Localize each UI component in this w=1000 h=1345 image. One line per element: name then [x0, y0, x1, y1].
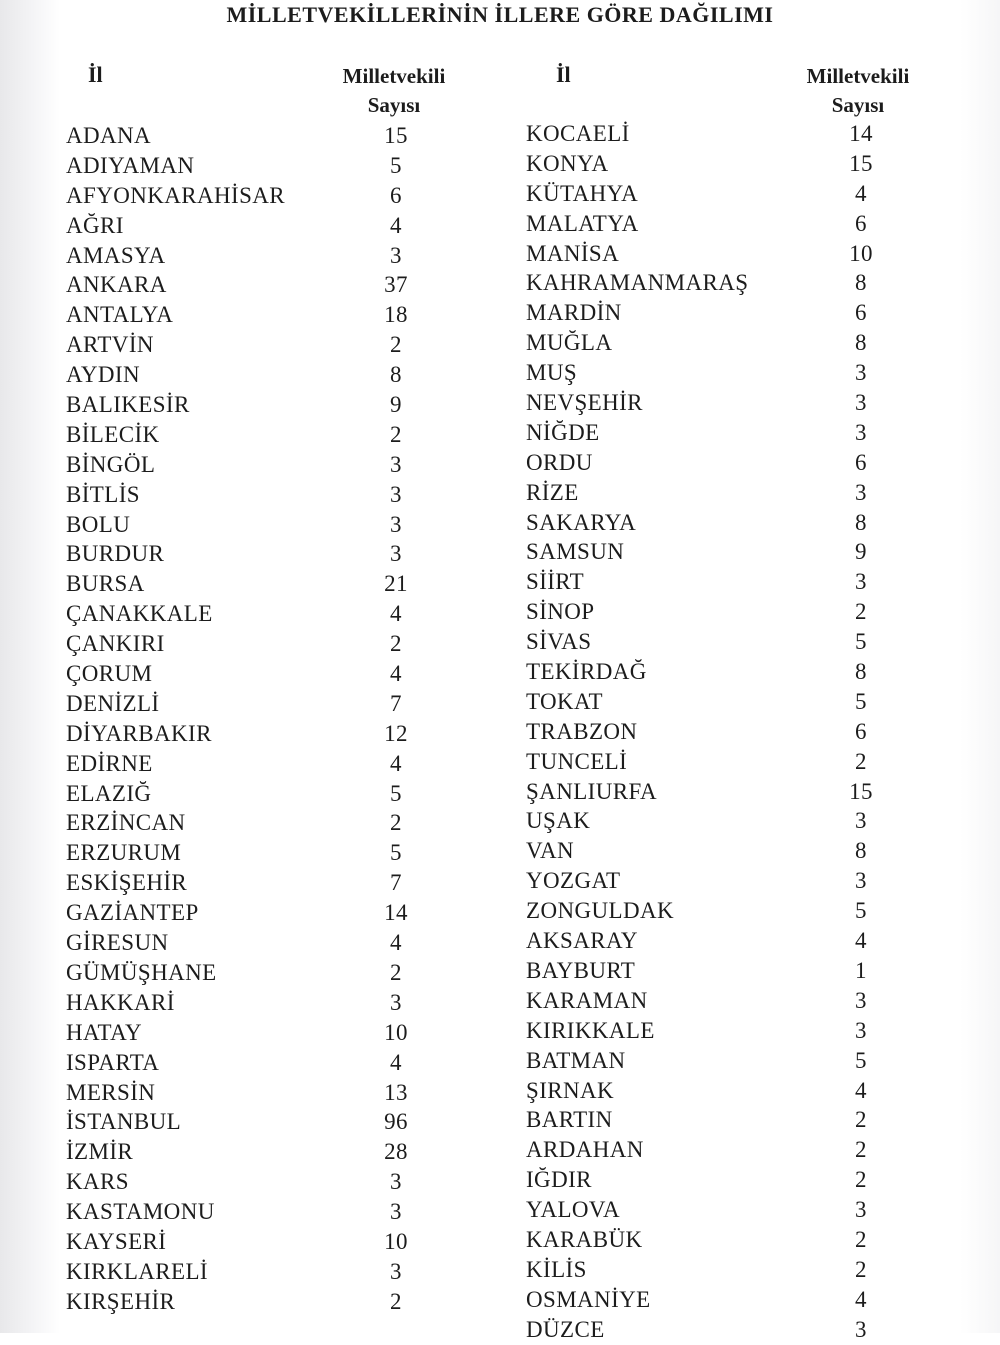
page-title: MİLLETVEKİLLERİNİN İLLERE GÖRE DAĞILIMI [226, 2, 774, 27]
province-name: IĞDIR [526, 1167, 592, 1193]
province-name: KARABÜK [526, 1226, 643, 1252]
table-row [66, 779, 466, 809]
province-name: ZONGULDAK [526, 898, 674, 924]
province-name: ESKİŞEHİR [66, 870, 188, 896]
table-row [66, 480, 466, 510]
table-row [66, 1018, 466, 1048]
province-name: KIRŞEHİR [66, 1288, 176, 1314]
table-row [66, 599, 466, 629]
deputy-count: 3 [390, 541, 402, 567]
province-name: DÜZCE [526, 1316, 605, 1342]
table-row [526, 119, 926, 149]
table-row [526, 358, 926, 388]
table-row [526, 448, 926, 478]
table-row [66, 808, 466, 838]
table-row [66, 719, 466, 749]
table-row [526, 627, 926, 657]
deputy-count: 5 [390, 152, 402, 178]
table-row [66, 510, 466, 540]
province-name: TUNCELİ [526, 748, 628, 774]
table-row [66, 1257, 466, 1287]
province-name: KÜTAHYA [526, 180, 639, 206]
deputy-count: 6 [855, 449, 867, 475]
province-name: KASTAMONU [66, 1199, 215, 1225]
province-name: ADANA [66, 123, 152, 148]
deputy-count: 8 [855, 330, 867, 356]
deputy-count: 3 [390, 1169, 402, 1195]
province-name: AYDIN [66, 362, 140, 388]
deputy-count: 8 [855, 659, 867, 685]
deputy-count: 28 [384, 1139, 408, 1165]
deputy-count: 4 [390, 750, 402, 776]
table-row [66, 659, 466, 689]
province-name: SİNOP [526, 599, 595, 625]
deputy-count: 2 [855, 1107, 867, 1133]
deputy-count: 3 [855, 419, 867, 445]
deputy-count: 3 [855, 1316, 867, 1342]
province-name: SAMSUN [526, 539, 625, 565]
province-name: SİVAS [526, 629, 592, 655]
deputy-count: 15 [384, 123, 408, 148]
province-name: HATAY [66, 1019, 142, 1045]
province-name: ERZURUM [66, 840, 182, 866]
deputy-count: 3 [855, 808, 867, 834]
table-row [66, 1048, 466, 1078]
province-name: BİNGÖL [66, 451, 156, 477]
table-row [526, 777, 926, 807]
table-row [526, 956, 926, 986]
province-name: MUĞLA [526, 330, 613, 356]
province-name: GİRESUN [66, 930, 169, 956]
deputy-count: 8 [855, 270, 867, 296]
deputy-count: 2 [855, 1137, 867, 1163]
province-name: BURSA [66, 571, 145, 597]
province-name: AMASYA [66, 242, 166, 268]
deputy-count: 2 [855, 1167, 867, 1193]
deputy-count: 7 [390, 870, 402, 896]
province-name: BAYBURT [526, 957, 636, 983]
deputy-count: 5 [855, 629, 867, 655]
table-row [526, 1255, 926, 1285]
province-name: YALOVA [526, 1197, 620, 1223]
table-row [526, 478, 926, 508]
header-deputy-count [319, 62, 469, 120]
header-deputy-count-line1: Milletvekili [806, 64, 910, 88]
province-name: ERZİNCAN [66, 810, 186, 836]
deputy-count: 4 [390, 661, 402, 687]
table-row [526, 239, 926, 269]
province-name: NİĞDE [526, 419, 600, 445]
deputy-count: 4 [390, 601, 402, 627]
province-name: ISPARTA [66, 1049, 160, 1075]
table-row [526, 597, 926, 627]
province-name: SİİRT [526, 569, 585, 595]
table-row [526, 747, 926, 777]
table-row [66, 928, 466, 958]
province-name: BOLU [66, 511, 131, 537]
province-name: OSMANİYE [526, 1286, 651, 1312]
header-deputy-count-line2: Sayısı [831, 93, 885, 117]
table-row [66, 241, 466, 271]
table-row [526, 1195, 926, 1225]
deputy-count: 1 [855, 957, 867, 983]
table-row [526, 537, 926, 567]
deputy-count: 9 [855, 539, 867, 565]
province-name: ARTVİN [66, 332, 154, 358]
table-row [66, 1227, 466, 1257]
deputy-count: 10 [849, 240, 873, 266]
deputy-count: 3 [390, 511, 402, 537]
table-row [526, 508, 926, 538]
table-row [526, 866, 926, 896]
table-row [526, 1315, 926, 1345]
deputy-count: 2 [855, 748, 867, 774]
deputy-count: 6 [855, 210, 867, 236]
deputy-count: 9 [390, 392, 402, 418]
table-row [526, 298, 926, 328]
province-name: MARDİN [526, 300, 622, 326]
province-name: ÇORUM [66, 661, 153, 687]
table-row [66, 898, 466, 928]
header-province: İl [556, 62, 571, 87]
deputy-count: 3 [390, 989, 402, 1015]
province-name: AĞRI [66, 212, 124, 238]
province-name: AFYONKARAHİSAR [66, 182, 286, 208]
province-name: KİLİS [526, 1256, 587, 1282]
deputy-count: 4 [855, 1077, 867, 1103]
table-row [66, 749, 466, 779]
province-name: GÜMÜŞHANE [66, 959, 217, 985]
deputy-count: 3 [390, 451, 402, 477]
table-row [66, 838, 466, 868]
deputy-count: 5 [390, 840, 402, 866]
table-row [66, 868, 466, 898]
deputy-count: 4 [390, 212, 402, 238]
deputy-count: 18 [384, 302, 408, 328]
table-row [526, 567, 926, 597]
province-name: ADIYAMAN [66, 152, 195, 178]
table-row [66, 1107, 466, 1137]
deputy-count: 2 [855, 1226, 867, 1252]
deputy-count: 7 [390, 690, 402, 716]
table-row [526, 1016, 926, 1046]
province-name: YOZGAT [526, 868, 621, 894]
province-name: KAHRAMANMARAŞ [526, 270, 749, 296]
province-list-right [526, 119, 926, 1345]
province-name: ŞANLIURFA [526, 778, 657, 804]
province-name: ŞIRNAK [526, 1077, 615, 1103]
header-deputy-count [783, 62, 933, 120]
table-row [526, 1076, 926, 1106]
deputy-count: 3 [390, 1199, 402, 1225]
province-name: BARTIN [526, 1107, 613, 1133]
province-name: BATMAN [526, 1047, 626, 1073]
province-name: MUŞ [526, 360, 578, 386]
table-row [66, 629, 466, 659]
province-name: KARS [66, 1169, 129, 1195]
province-name: VAN [526, 838, 575, 864]
table-row [66, 1197, 466, 1227]
deputy-count: 15 [849, 778, 873, 804]
province-name: ORDU [526, 449, 593, 475]
deputy-count: 3 [855, 1197, 867, 1223]
table-row [66, 958, 466, 988]
province-name: BURDUR [66, 541, 165, 567]
deputy-count: 12 [384, 720, 408, 746]
province-name: KIRIKKALE [526, 1017, 655, 1043]
province-name: KARAMAN [526, 987, 648, 1013]
table-row [526, 687, 926, 717]
deputy-count: 8 [855, 838, 867, 864]
header-province: İl [88, 62, 103, 87]
province-name: RİZE [526, 479, 579, 505]
province-name: BİTLİS [66, 481, 140, 507]
province-name: AKSARAY [526, 928, 638, 954]
deputy-count: 3 [855, 390, 867, 416]
table-row [66, 330, 466, 360]
table-row [66, 1287, 466, 1317]
deputy-count: 6 [855, 300, 867, 326]
deputy-count: 2 [390, 959, 402, 985]
deputy-count: 2 [390, 332, 402, 358]
deputy-count: 3 [855, 479, 867, 505]
table-row [66, 390, 466, 420]
table-row [66, 360, 466, 390]
table-row [526, 328, 926, 358]
deputy-count: 4 [390, 930, 402, 956]
table-row [66, 988, 466, 1018]
table-row [66, 420, 466, 450]
province-name: TEKİRDAĞ [526, 659, 647, 685]
province-name: BİLECİK [66, 421, 160, 447]
table-row [66, 121, 466, 151]
table-row [526, 926, 926, 956]
deputy-count: 6 [390, 182, 402, 208]
province-list-left [66, 121, 466, 1317]
province-name: SAKARYA [526, 509, 637, 535]
table-row [66, 1078, 466, 1108]
deputy-count: 2 [390, 1288, 402, 1314]
deputy-count: 3 [855, 360, 867, 386]
province-name: İSTANBUL [66, 1109, 182, 1135]
deputy-count: 2 [855, 1256, 867, 1282]
table-row [526, 418, 926, 448]
table-row [526, 657, 926, 687]
province-name: ANKARA [66, 272, 167, 298]
province-name: KOCAELİ [526, 121, 630, 146]
province-name: ARDAHAN [526, 1137, 644, 1163]
table-row [526, 896, 926, 926]
province-name: MALATYA [526, 210, 639, 236]
deputy-count: 13 [384, 1079, 408, 1105]
deputy-count: 4 [855, 180, 867, 206]
province-name: NEVŞEHİR [526, 390, 643, 416]
table-row [66, 1167, 466, 1197]
province-name: KIRKLARELİ [66, 1258, 208, 1284]
table-row [526, 209, 926, 239]
deputy-count: 6 [855, 718, 867, 744]
table-row [66, 450, 466, 480]
deputy-count: 4 [390, 1049, 402, 1075]
table-row [526, 1135, 926, 1165]
deputy-count: 2 [390, 631, 402, 657]
deputy-count: 15 [849, 150, 873, 176]
deputy-count: 14 [384, 900, 408, 926]
deputy-count: 21 [384, 571, 408, 597]
deputy-count: 3 [390, 1258, 402, 1284]
deputy-count: 5 [855, 688, 867, 714]
deputy-count: 5 [390, 780, 402, 806]
deputy-count: 14 [849, 121, 873, 146]
table-row [526, 986, 926, 1016]
table-row [526, 1046, 926, 1076]
table-row [66, 569, 466, 599]
table-row [526, 179, 926, 209]
table-row [526, 1225, 926, 1255]
deputy-count: 2 [855, 599, 867, 625]
province-name: TOKAT [526, 688, 603, 714]
table-row [526, 717, 926, 747]
province-name: EDİRNE [66, 750, 153, 776]
province-name: DİYARBAKIR [66, 720, 212, 746]
table-row [66, 300, 466, 330]
deputy-count: 3 [855, 987, 867, 1013]
deputy-count: 4 [855, 928, 867, 954]
deputy-count: 3 [855, 1017, 867, 1043]
deputy-count: 3 [855, 868, 867, 894]
table-row [526, 836, 926, 866]
deputy-count: 5 [855, 1047, 867, 1073]
table-row [526, 268, 926, 298]
deputy-count: 4 [855, 1286, 867, 1312]
table-row [526, 1285, 926, 1315]
deputy-count: 3 [390, 242, 402, 268]
province-name: ÇANAKKALE [66, 601, 213, 627]
province-name: ELAZIĞ [66, 780, 152, 806]
province-name: MANİSA [526, 240, 620, 266]
province-name: TRABZON [526, 718, 638, 744]
deputy-count: 10 [384, 1019, 408, 1045]
table-row [66, 211, 466, 241]
province-name: İZMİR [66, 1139, 134, 1165]
province-name: KAYSERİ [66, 1228, 167, 1254]
province-name: GAZİANTEP [66, 900, 199, 926]
table-row [526, 1165, 926, 1195]
table-row [66, 181, 466, 211]
deputy-count: 3 [855, 569, 867, 595]
table-row [66, 539, 466, 569]
deputy-count: 2 [390, 421, 402, 447]
deputy-count: 8 [855, 509, 867, 535]
province-name: ANTALYA [66, 302, 174, 328]
province-name: HAKKARİ [66, 989, 175, 1015]
deputy-count: 2 [390, 810, 402, 836]
table-row [66, 151, 466, 181]
table-row [526, 388, 926, 418]
province-name: DENİZLİ [66, 690, 160, 716]
province-name: BALIKESİR [66, 392, 190, 418]
province-name: MERSİN [66, 1079, 156, 1105]
province-name: UŞAK [526, 808, 591, 834]
deputy-count: 10 [384, 1228, 408, 1254]
table-row [66, 270, 466, 300]
deputy-count: 5 [855, 898, 867, 924]
table-row [526, 1105, 926, 1135]
province-name: KONYA [526, 150, 609, 176]
table-row [526, 806, 926, 836]
deputy-count: 96 [384, 1109, 408, 1135]
header-deputy-count-line1: Milletvekili [342, 64, 446, 88]
deputy-count: 3 [390, 481, 402, 507]
province-name: ÇANKIRI [66, 631, 165, 657]
table-row [526, 149, 926, 179]
deputy-count: 8 [390, 362, 402, 388]
table-row [66, 1137, 466, 1167]
header-deputy-count-line2: Sayısı [367, 93, 421, 117]
table-row [66, 689, 466, 719]
deputy-count: 37 [384, 272, 408, 298]
